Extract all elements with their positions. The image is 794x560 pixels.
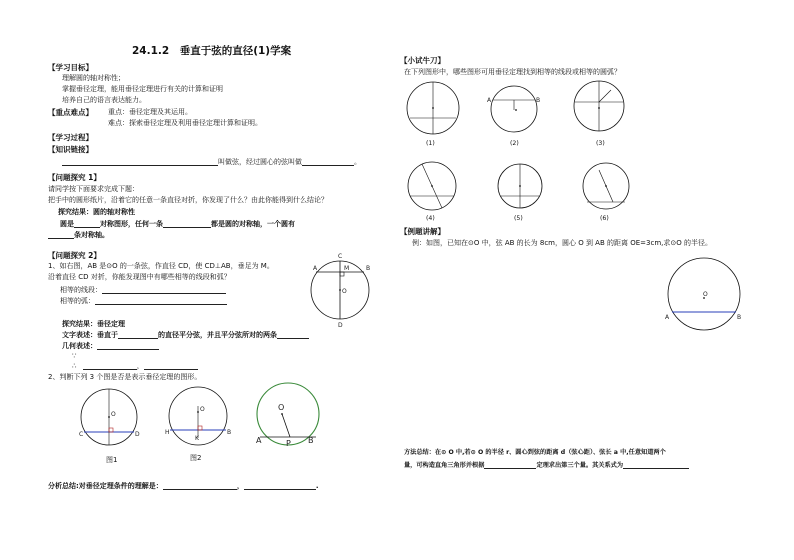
therefore-line: ∴ ， (72, 362, 198, 370)
figure-label: (6) (600, 215, 609, 222)
example-problem: 例：如图，已知在⊙O 中，弦 AB 的长为 8cm，圆心 O 到 AB 的距离 OE=3cm,求⊙O 的半径。 (412, 239, 712, 247)
figure-2-diagram (165, 382, 231, 452)
label-O: O (111, 411, 116, 418)
blank[interactable] (244, 482, 316, 490)
label-P: P (286, 439, 291, 448)
figure-1-diagram (78, 383, 138, 453)
blank[interactable] (62, 158, 218, 166)
key-points-heading: 【重点难点】 (48, 108, 93, 117)
goal-item: 掌握垂径定理，能用垂径定理进行有关的计算和证明 (62, 85, 223, 93)
method-summary-line1: 方法总结：在⊙ O 中,若⊙ O 的半径 r、圆心到弦的距离 d（弦心距）、弦长 a 中,任意知道两个 (404, 449, 666, 456)
inquiry1-result: 探究结果：圆的轴对称性 (58, 208, 135, 216)
practice-figure-4 (404, 160, 462, 216)
key-point: 重点：垂径定理及其运用。 (108, 108, 192, 116)
blank[interactable] (623, 461, 689, 469)
example-heading: 【例题讲解】 (400, 227, 445, 236)
practice-figure-3 (569, 78, 627, 138)
inquiry1-heading: 【问题探究 1】 (48, 173, 101, 182)
judge-instruction: 2、判断下列 3 个图是否是表示垂径定理的图形。 (48, 373, 202, 381)
label-O: O (703, 291, 708, 298)
label-M: M (344, 265, 350, 272)
practice-heading: 【小试牛刀】 (400, 56, 445, 65)
blank[interactable] (484, 461, 536, 469)
inquiry1-text: 请同学按下面要求完成下题： (48, 185, 139, 193)
figure-label: (4) (426, 215, 435, 222)
blank[interactable] (95, 297, 227, 305)
label-A: A (665, 314, 670, 321)
label-C: C (338, 253, 343, 260)
practice-figure-2 (487, 82, 541, 138)
practice-figure-5 (495, 160, 545, 216)
inquiry1-fill-line: 圆是 对称图形，任何一条 都是圆的对称轴，一个圆有 (60, 220, 295, 228)
blank[interactable] (118, 331, 158, 339)
label-A: A (256, 436, 262, 445)
practice-figure-1 (403, 78, 463, 140)
difficult-point: 难点：探索垂径定理及利用垂径定理计算和证明。 (108, 119, 262, 127)
inquiry2-text: 1、如右图，AB 是⊙O 的一条弦，作直径 CD，使 CD⊥AB，垂足为 M。 (48, 262, 274, 270)
label-B: B (227, 429, 232, 436)
label-A: A (487, 97, 492, 104)
inquiry2-diagram (308, 250, 378, 330)
figure-label: (5) (514, 215, 523, 222)
inquiry1-fill-line: 条对称轴。 (48, 231, 109, 239)
label-D: D (338, 322, 343, 329)
blank[interactable] (83, 362, 137, 370)
figure-label: (2) (510, 140, 519, 147)
label-H: H (165, 429, 170, 436)
label-O: O (278, 403, 285, 412)
blank[interactable] (163, 482, 237, 490)
practice-instruction: 在下列图形中，哪些图形可用垂径定理找到相等的线段或相等的圆弧？ (404, 68, 621, 76)
label-O: O (342, 288, 347, 295)
figure-3-diagram (250, 380, 326, 452)
blank[interactable] (277, 331, 309, 339)
process-heading: 【学习过程】 (48, 133, 93, 142)
page-title: 24.1.2 垂直于弦的直径(1)学案 (132, 45, 292, 57)
example-diagram (664, 254, 746, 334)
practice-figure-6 (579, 160, 633, 216)
theorem-text-line: 文字表述：垂直于 的直径平分弦，并且平分弦所对的两条 (62, 331, 309, 339)
goal-item: 理解圆的轴对称性； (62, 74, 125, 82)
label-B: B (536, 97, 541, 104)
label-A: A (313, 265, 318, 272)
figure-label: (3) (596, 140, 605, 147)
label-B: B (737, 314, 742, 321)
blank[interactable] (48, 231, 74, 239)
method-summary-line2: 量，可构造直角三角形并根据 定理求出第三个量。其关系式为 (404, 461, 689, 469)
blank[interactable] (144, 362, 198, 370)
label-B: B (308, 436, 314, 445)
knowledge-link-line: 叫做弦，经过圆心的弦叫做 。 (62, 158, 361, 166)
blank[interactable] (74, 220, 100, 228)
inquiry2-text: 沿着直径 CD 对折，你能发现图中有哪些相等的线段和弧？ (48, 273, 231, 281)
figure-2-caption: 图2 (190, 454, 202, 462)
blank[interactable] (302, 158, 354, 166)
inquiry1-text: 把手中的圆形纸片，沿着它的任意一条直径对折，你发现了什么？由此你能得到什么结论？ (48, 196, 328, 204)
figure-1-caption: 图1 (106, 456, 118, 464)
goals-heading: 【学习目标】 (48, 63, 93, 72)
label-K: K (195, 435, 199, 442)
label-D: D (135, 431, 140, 438)
blank[interactable] (97, 342, 159, 350)
inquiry2-result: 探究结果：垂径定理 (62, 320, 125, 328)
goal-item: 培养自己的语言表达能力。 (62, 96, 146, 104)
blank[interactable] (163, 220, 211, 228)
knowledge-link-heading: 【知识链接】 (48, 145, 93, 154)
label-O: O (200, 406, 205, 413)
label-C: C (79, 431, 84, 438)
summary-line: 分析总结:对垂径定理条件的理解是： ， . (48, 482, 319, 490)
geometric-statement-line: 几何表述： (62, 342, 159, 350)
equal-segments-line: 相等的线段： (60, 286, 226, 294)
label-B: B (366, 265, 371, 272)
figure-label: (1) (426, 140, 435, 147)
blank[interactable] (102, 286, 226, 294)
inquiry2-heading: 【问题探究 2】 (48, 251, 101, 260)
because-symbol: ∵ (72, 352, 77, 360)
equal-arcs-line: 相等的弧： (60, 297, 227, 305)
